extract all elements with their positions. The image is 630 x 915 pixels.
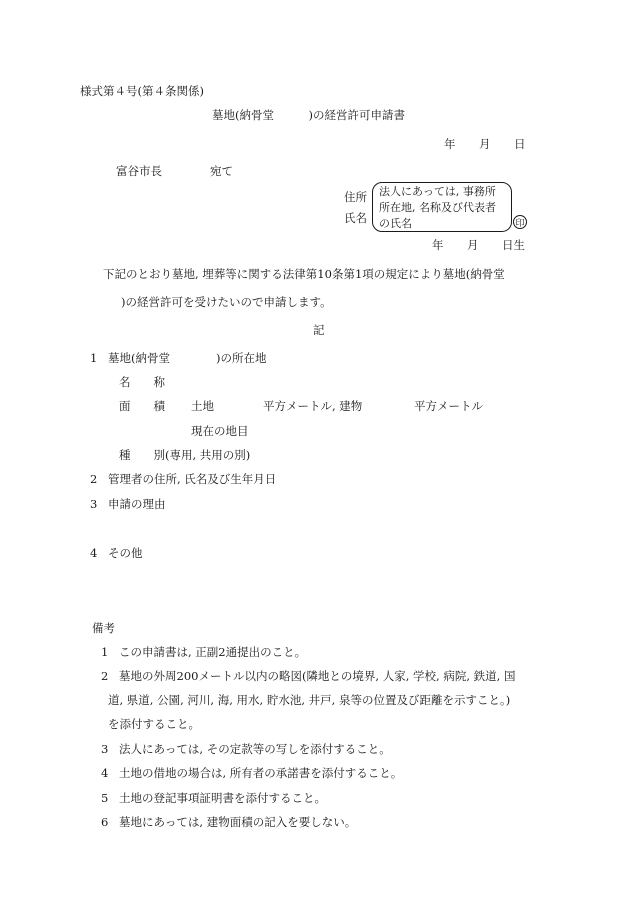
remark-4-number: 4 — [101, 766, 109, 780]
area-field-label: 面 積 — [119, 399, 165, 413]
area-building-unit: 平方メートル — [414, 399, 483, 413]
form-number: 様式第４号(第４条関係) — [80, 84, 204, 98]
remark-2-line-1: 墓地の外周200メートル以内の略図(隣地との境界, 人家, 学校, 病院, 鉄道, 国 — [119, 669, 516, 683]
remark-6-text: 墓地にあっては, 建物面積の記入を要しない。 — [119, 815, 357, 829]
remark-3-text: 法人にあっては, その定款等の写しを添付すること。 — [119, 742, 391, 756]
name-field-label: 名 称 — [119, 375, 165, 389]
remark-2-line-3: を添付すること。 — [108, 717, 200, 731]
applicant-note-line-1: 法人にあっては, 事務所 — [379, 185, 496, 198]
addressee-suffix: 宛て — [210, 164, 233, 178]
area-land-unit: 平方メートル, 建物 — [263, 399, 363, 413]
area-land-label: 土地 — [191, 399, 214, 413]
item-1-number: 1 — [90, 351, 98, 365]
birth-month: 月 — [467, 238, 479, 252]
remark-4-text: 土地の借地の場合は, 所有者の承諾書を添付すること。 — [119, 766, 403, 780]
date-year: 年 — [444, 137, 456, 151]
item-3-number: 3 — [90, 497, 98, 511]
applicant-note-line-2: 所在地, 名称及び代表者 — [379, 201, 496, 214]
date-month: 月 — [479, 137, 491, 151]
birth-year: 年 — [432, 238, 444, 252]
item-3-text: 申請の理由 — [108, 497, 166, 511]
remark-3-number: 3 — [101, 742, 109, 756]
type-field-label: 種 別(専用, 共用の別) — [119, 448, 251, 462]
remarks-heading: 備考 — [92, 621, 115, 635]
address-label: 住所 — [344, 190, 367, 204]
date-day: 日 — [514, 137, 526, 151]
applicant-note-line-3: の氏名 — [379, 217, 412, 230]
body-line-2: )の経営許可を受けたいので申請します。 — [121, 295, 332, 309]
remark-1-number: 1 — [101, 645, 109, 659]
remark-2-line-2: 道, 県道, 公園, 河川, 海, 用水, 貯水池, 井戸, 泉等の位置及び距離を示すこと。) — [108, 693, 511, 707]
item-2-number: 2 — [90, 472, 98, 486]
remark-5-number: 5 — [101, 791, 109, 805]
remark-6-number: 6 — [101, 815, 109, 829]
item-1-text: 墓地(納骨堂 )の所在地 — [108, 351, 267, 365]
current-land-category: 現在の地目 — [191, 424, 249, 438]
remark-1-text: この申請書は, 正副2通提出のこと。 — [119, 645, 307, 659]
addressee-name: 富谷市長 — [116, 164, 162, 178]
name-label: 氏名 — [344, 211, 367, 225]
body-line-1: 下記のとおり墓地, 埋葬等に関する法律第10条第1項の規定により墓地(納骨堂 — [103, 267, 505, 281]
item-4-text: その他 — [108, 546, 143, 560]
seal-mark: 印 — [513, 215, 527, 229]
item-4-number: 4 — [90, 546, 98, 560]
birth-day: 日生 — [502, 238, 525, 252]
ki-heading: 記 — [313, 323, 325, 337]
remark-5-text: 土地の登記事項証明書を添付すること。 — [119, 791, 326, 805]
remark-2-number: 2 — [101, 669, 109, 683]
document-title: 墓地(納骨堂 )の経営許可申請書 — [212, 108, 405, 122]
item-2-text: 管理者の住所, 氏名及び生年月日 — [108, 472, 277, 486]
